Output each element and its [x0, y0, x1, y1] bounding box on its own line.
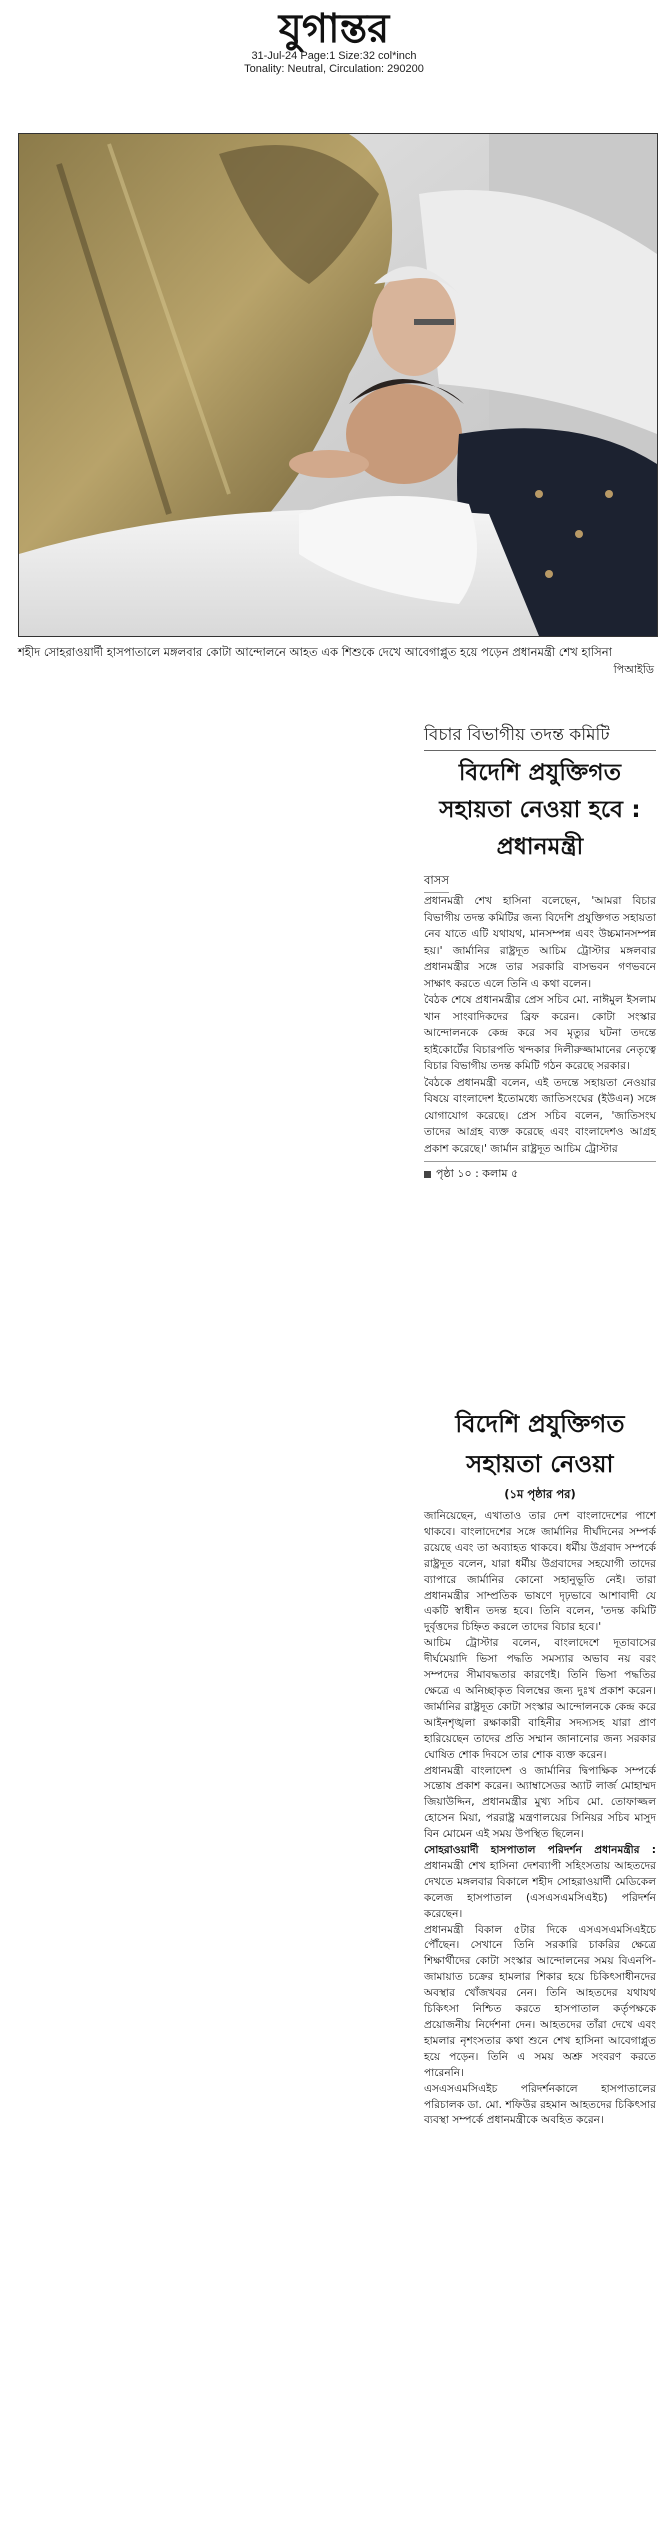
continuation-paragraph-2: আচিম ট্রোস্টার বলেন, বাংলাদেশে দূতাবাসের দীর্ঘমেয়াদি ভিসা পদ্ধতি সমস্যার অভাব নয় বরং সম্পদের সীমাবদ্ধতার কারণেই। তিনি ভিসা পদ্ধতির ক্ষেত্রে এ অনিচ্ছাকৃত বিলম্বের জন্য দুঃখ প্রকাশ করেন। জার্মানির রাষ্ট্রদূত কোটা সংস্কার আন্দোলনকে কেন্দ্র করে আইনশৃঙ্খলা রক্ষাকারী বাহিনীর সদস্যসহ যারা প্রাণ হারিয়েছেন তাদের প্রতি সম্মান জানানোর জন্য সরকার ঘোষিত শোক দিবসে তার শোক ব্যক্ত করেন।: [424, 1637, 656, 1761]
article-continuation: [424, 1400, 656, 2129]
continuation-subsection: [424, 1843, 656, 1923]
subsection-body: প্রধানমন্ত্রী শেখ হাসিনা দেশব্যাপী সহিংসতায় আহতদের দেখতে মঙ্গলবার বিকালে শহীদ সোহরাওয়ার্দী মেডিকেল কলেজ হাসপাতাল (এসএসএমসিএইচ) পরিদর্শন করেছেন।: [424, 1859, 656, 1920]
article-paragraph-2: বৈঠক শেষে প্রধানমন্ত্রীর প্রেস সচিব মো. নাঈমুল ইসলাম খান সাংবাদিকদের ব্রিফ করেন। কোটা সংস্কার আন্দোলনকে কেন্দ্র করে সব মৃত্যুর ঘটনা তদন্তে হাইকোর্টের বিচারপতি খন্দকার দিলীরুজ্জামানের নেতৃত্বে বিচার বিভাগীয় তদন্ত কমিটি গঠন করেছে সরকার।: [424, 994, 656, 1072]
continuation-paragraph-5: এসএসএমসিএইচ পরিদর্শনকালে হাসপাতালের পরিচালক ডা. মো. শফিউর রহমান আহতদের চিকিৎসার ব্যবস্থা সম্পর্কে প্রধানমন্ত্রীকে অবহিত করেন।: [424, 2082, 656, 2127]
newspaper-logo: [244, 2, 424, 52]
square-bullet-icon: [424, 1171, 431, 1178]
article-jump-line: [424, 1161, 656, 1184]
clipping-meta-line2: Tonality: Neutral, Circulation: 290200: [244, 63, 424, 75]
svg-text:যুগান্তর: যুগান্তর: [278, 6, 390, 52]
masthead: [0, 0, 668, 118]
continuation-paragraph-3: প্রধানমন্ত্রী বাংলাদেশ ও জার্মানির দ্বিপাক্ষিক সম্পর্কে সন্তোষ প্রকাশ করেন। অ্যাম্বাসেডর অ্যাট লার্জ মোহাম্মদ জিয়াউদ্দিন, প্রধানমন্ত্রীর মুখ্য সচিব মো. তোফাজ্জল হোসেন মিয়া, পররাষ্ট্র মন্ত্রণালয়ের সিনিয়র সচিব মাসুদ বিন মোমেন এই সময় উপস্থিত ছিলেন।: [424, 1764, 656, 1841]
article-paragraph-3: বৈঠকে প্রধানমন্ত্রী বলেন, এই তদন্তে সহায়তা নেওয়ার বিষয়ে বাংলাদেশ ইতোমধ্যে জাতিসংঘের (ইউএন) সঙ্গে যোগাযোগ করেছে। প্রেস সচিব বলেন, 'জাতিসংঘ তাদের আগ্রহ ব্যক্ত করেছে এবং বাংলাদেশও আগ্রহ প্রকাশ করেছে।' জার্মান রাষ্ট্রদূত আচিম ট্রোস্টার: [424, 1076, 656, 1155]
continuation-paragraph-1: জানিয়েছেন, এখাতাও তার দেশ বাংলাদেশের পাশে থাকবে। বাংলাদেশের সঙ্গে জার্মানির দীর্ঘদিনের সম্পর্ক রয়েছে এবং তা অব্যাহত থাকবে। ধর্মীয় উগ্রবাদ সম্পর্কে রাষ্ট্রদূত বলেন, যারা ধর্মীয় উগ্রবাদের সহযোগী তাদের ব্যাপারে জার্মানির কোনো সহানুভূতি নেই। তারা প্রধানমন্ত্রীর সাম্প্রতিক ভাষণে দৃঢ়ভাবে আশাবাদী যে একটি স্বাধীন তদন্ত হবে। তিনি বলেন, 'তদন্ত কমিটি দুর্বৃত্তদের চিহ্নিত করলে তাদের বিচার হবে।': [424, 1510, 656, 1634]
continuation-paragraph-4: প্রধানমন্ত্রী বিকাল ৫টার দিকে এসএসএমসিএইচে পৌঁছেন। সেখানে তিনি সরকারি চাকরির ক্ষেত্রে শিক্ষার্থীদের কোটা সংস্কার আন্দোলনের সময় বিএনপি-জামায়াত চক্রের হামলার শিকার হয়ে চিকিৎসাধীনদের অবস্থার খোঁজখবর নেন। তিনি আহতদের যথাযথ চিকিৎসা নিশ্চিত করতে হাসপাতাল কর্তৃপক্ষকে প্রয়োজনীয় নির্দেশনা দেন। আহতদের তাঁরা দেখে এবং হামলার নৃশংসতার কথা শুনে শেখ হাসিনা আবেগাপ্লুত হয়ে পড়েন। তিনি এ সময় অশ্রু সংবরণ করতে পারেননি।: [424, 1923, 656, 2079]
article-headline: বিদেশি প্রযুক্তিগত সহায়তা নেওয়া হবে : প্রধানমন্ত্রী: [439, 760, 641, 860]
article-byline: বাসস: [424, 872, 449, 893]
caption-text: শহীদ সোহরাওয়ার্দী হাসপাতালে মঙ্গলবার কোটা আন্দোলনে আহত এক শিশুকে দেখে আবেগাপ্লুত হয়ে পড়েন প্রধানমন্ত্রী শেখ হাসিনা: [18, 645, 612, 659]
photo-credit: পিআইডি: [613, 663, 654, 676]
continuation-headline: বিদেশি প্রযুক্তিগত সহায়তা নেওয়া: [455, 1410, 625, 1478]
article-paragraph-1: প্রধানমন্ত্রী শেখ হাসিনা বলেছেন, 'আমরা বিচার বিভাগীয় তদন্ত কমিটির জন্য বিদেশি প্রযুক্তিগত সহায়তা নেব যাতে এটি যথাযথ, মানসম্পন্ন এবং উচ্চমানসম্পন্ন হয়।' জার্মানির রাষ্ট্রদূত আচিম ট্রোস্টার মঙ্গলবার প্রধানমন্ত্রীর সঙ্গে তার সরকারি বাসভবন গণভবনে সাক্ষাৎ করতে এলে তিনি এ কথা বলেন।: [424, 895, 656, 990]
clipping-meta-line1: 31-Jul-24 Page:1 Size:32 col*inch: [251, 50, 417, 62]
continued-from-label: (১ম পৃষ্ঠার পর): [504, 1487, 576, 1501]
news-photo: [18, 133, 658, 637]
subsection-lead: সোহরাওয়ার্দী হাসপাতাল পরিদর্শন প্রধানমন্ত্রীর :: [424, 1844, 656, 1857]
photo-illustration: [19, 134, 657, 636]
photo-caption: [18, 644, 654, 676]
jump-text: পৃষ্ঠা ১০ : কলাম ৫: [436, 1167, 519, 1180]
article-main: [424, 722, 656, 1184]
article-kicker: বিচার বিভাগীয় তদন্ত কমিটি: [424, 722, 656, 751]
